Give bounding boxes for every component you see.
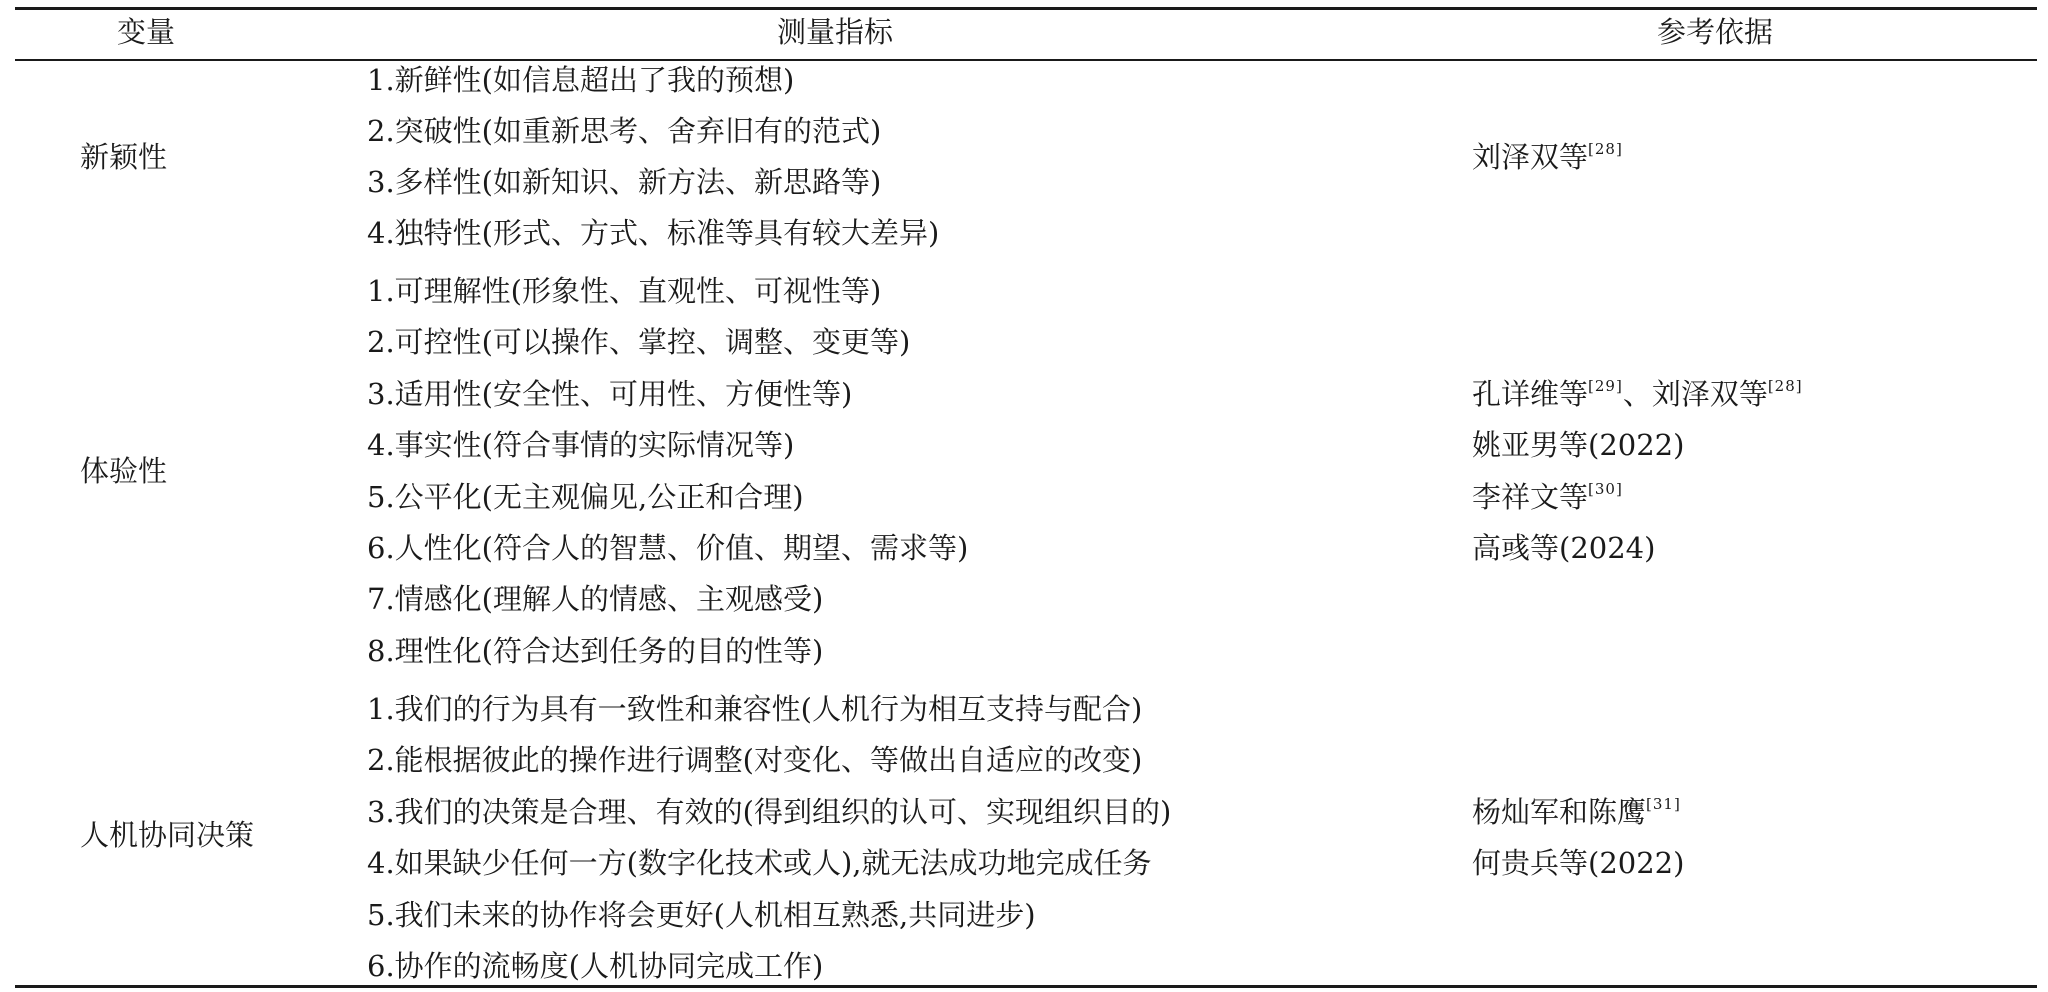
citation-number: [29] [1588,377,1623,395]
indicator-row: 8.理性化(符合达到任务的目的性等) [367,634,824,668]
indicator-row: 6.协作的流畅度(人机协同完成工作) [367,949,824,983]
indicator-row: 1.新鲜性(如信息超出了我的预想) [367,63,795,97]
reference-text: 、刘泽双等 [1622,377,1768,411]
table-top-rule [15,7,2037,10]
header-variable: 变量 [116,15,175,49]
citation-number: [28] [1588,140,1623,158]
indicator-row: 3.我们的决策是合理、有效的(得到组织的认可、实现组织目的) [367,795,1172,829]
citation-number: [30] [1588,480,1623,498]
variable-experience: 体验性 [80,454,168,488]
indicator-row: 3.适用性(安全性、可用性、方便性等) [367,377,853,411]
indicator-row: 4.如果缺少任何一方(数字化技术或人),就无法成功地完成任务 [367,846,1152,880]
indicator-row: 3.多样性(如新知识、新方法、新思路等) [367,165,882,199]
indicator-row: 6.人性化(符合人的智慧、价值、期望、需求等) [367,531,969,565]
citation-number: [28] [1767,377,1803,395]
indicator-row: 7.情感化(理解人的情感、主观感受) [367,582,824,616]
variable-human-machine-decision: 人机协同决策 [80,818,255,852]
reference-entry [1472,479,1623,515]
table-header-rule [15,59,2037,61]
header-indicator: 测量指标 [776,15,893,49]
reference-entry: 姚亚男等(2022) [1472,428,1685,462]
indicator-row: 5.公平化(无主观偏见,公正和合理) [367,480,804,514]
reference-text: 李祥文等 [1472,480,1589,514]
indicator-row: 5.我们未来的协作将会更好(人机相互熟悉,共同进步) [367,898,1036,932]
indicator-row: 1.可理解性(形象性、直观性、可视性等) [367,274,882,308]
reference-entry: 高彧等(2024) [1472,531,1656,565]
indicator-row: 4.独特性(形式、方式、标准等具有较大差异) [367,216,940,250]
reference-text: 杨灿军和陈鹰 [1472,795,1647,829]
indicator-row: 2.突破性(如重新思考、舍弃旧有的范式) [367,114,882,148]
indicator-row: 4.事实性(符合事情的实际情况等) [367,428,795,462]
reference-entry [1472,139,1623,175]
citation-number: [31] [1646,795,1681,813]
reference-entry: 何贵兵等(2022) [1472,846,1685,880]
indicator-row: 2.能根据彼此的操作进行调整(对变化、等做出自适应的改变) [367,743,1143,777]
indicator-row: 1.我们的行为具有一致性和兼容性(人机行为相互支持与配合) [367,692,1143,726]
reference-entry [1472,376,1803,412]
variable-novelty: 新颖性 [80,140,168,174]
indicator-row: 2.可控性(可以操作、掌控、调整、变更等) [367,325,911,359]
header-reference: 参考依据 [1656,15,1773,49]
reference-text: 孔详维等 [1472,377,1589,411]
reference-text: 刘泽双等 [1472,140,1589,174]
table-bottom-rule [15,985,2037,988]
reference-entry [1472,794,1681,830]
